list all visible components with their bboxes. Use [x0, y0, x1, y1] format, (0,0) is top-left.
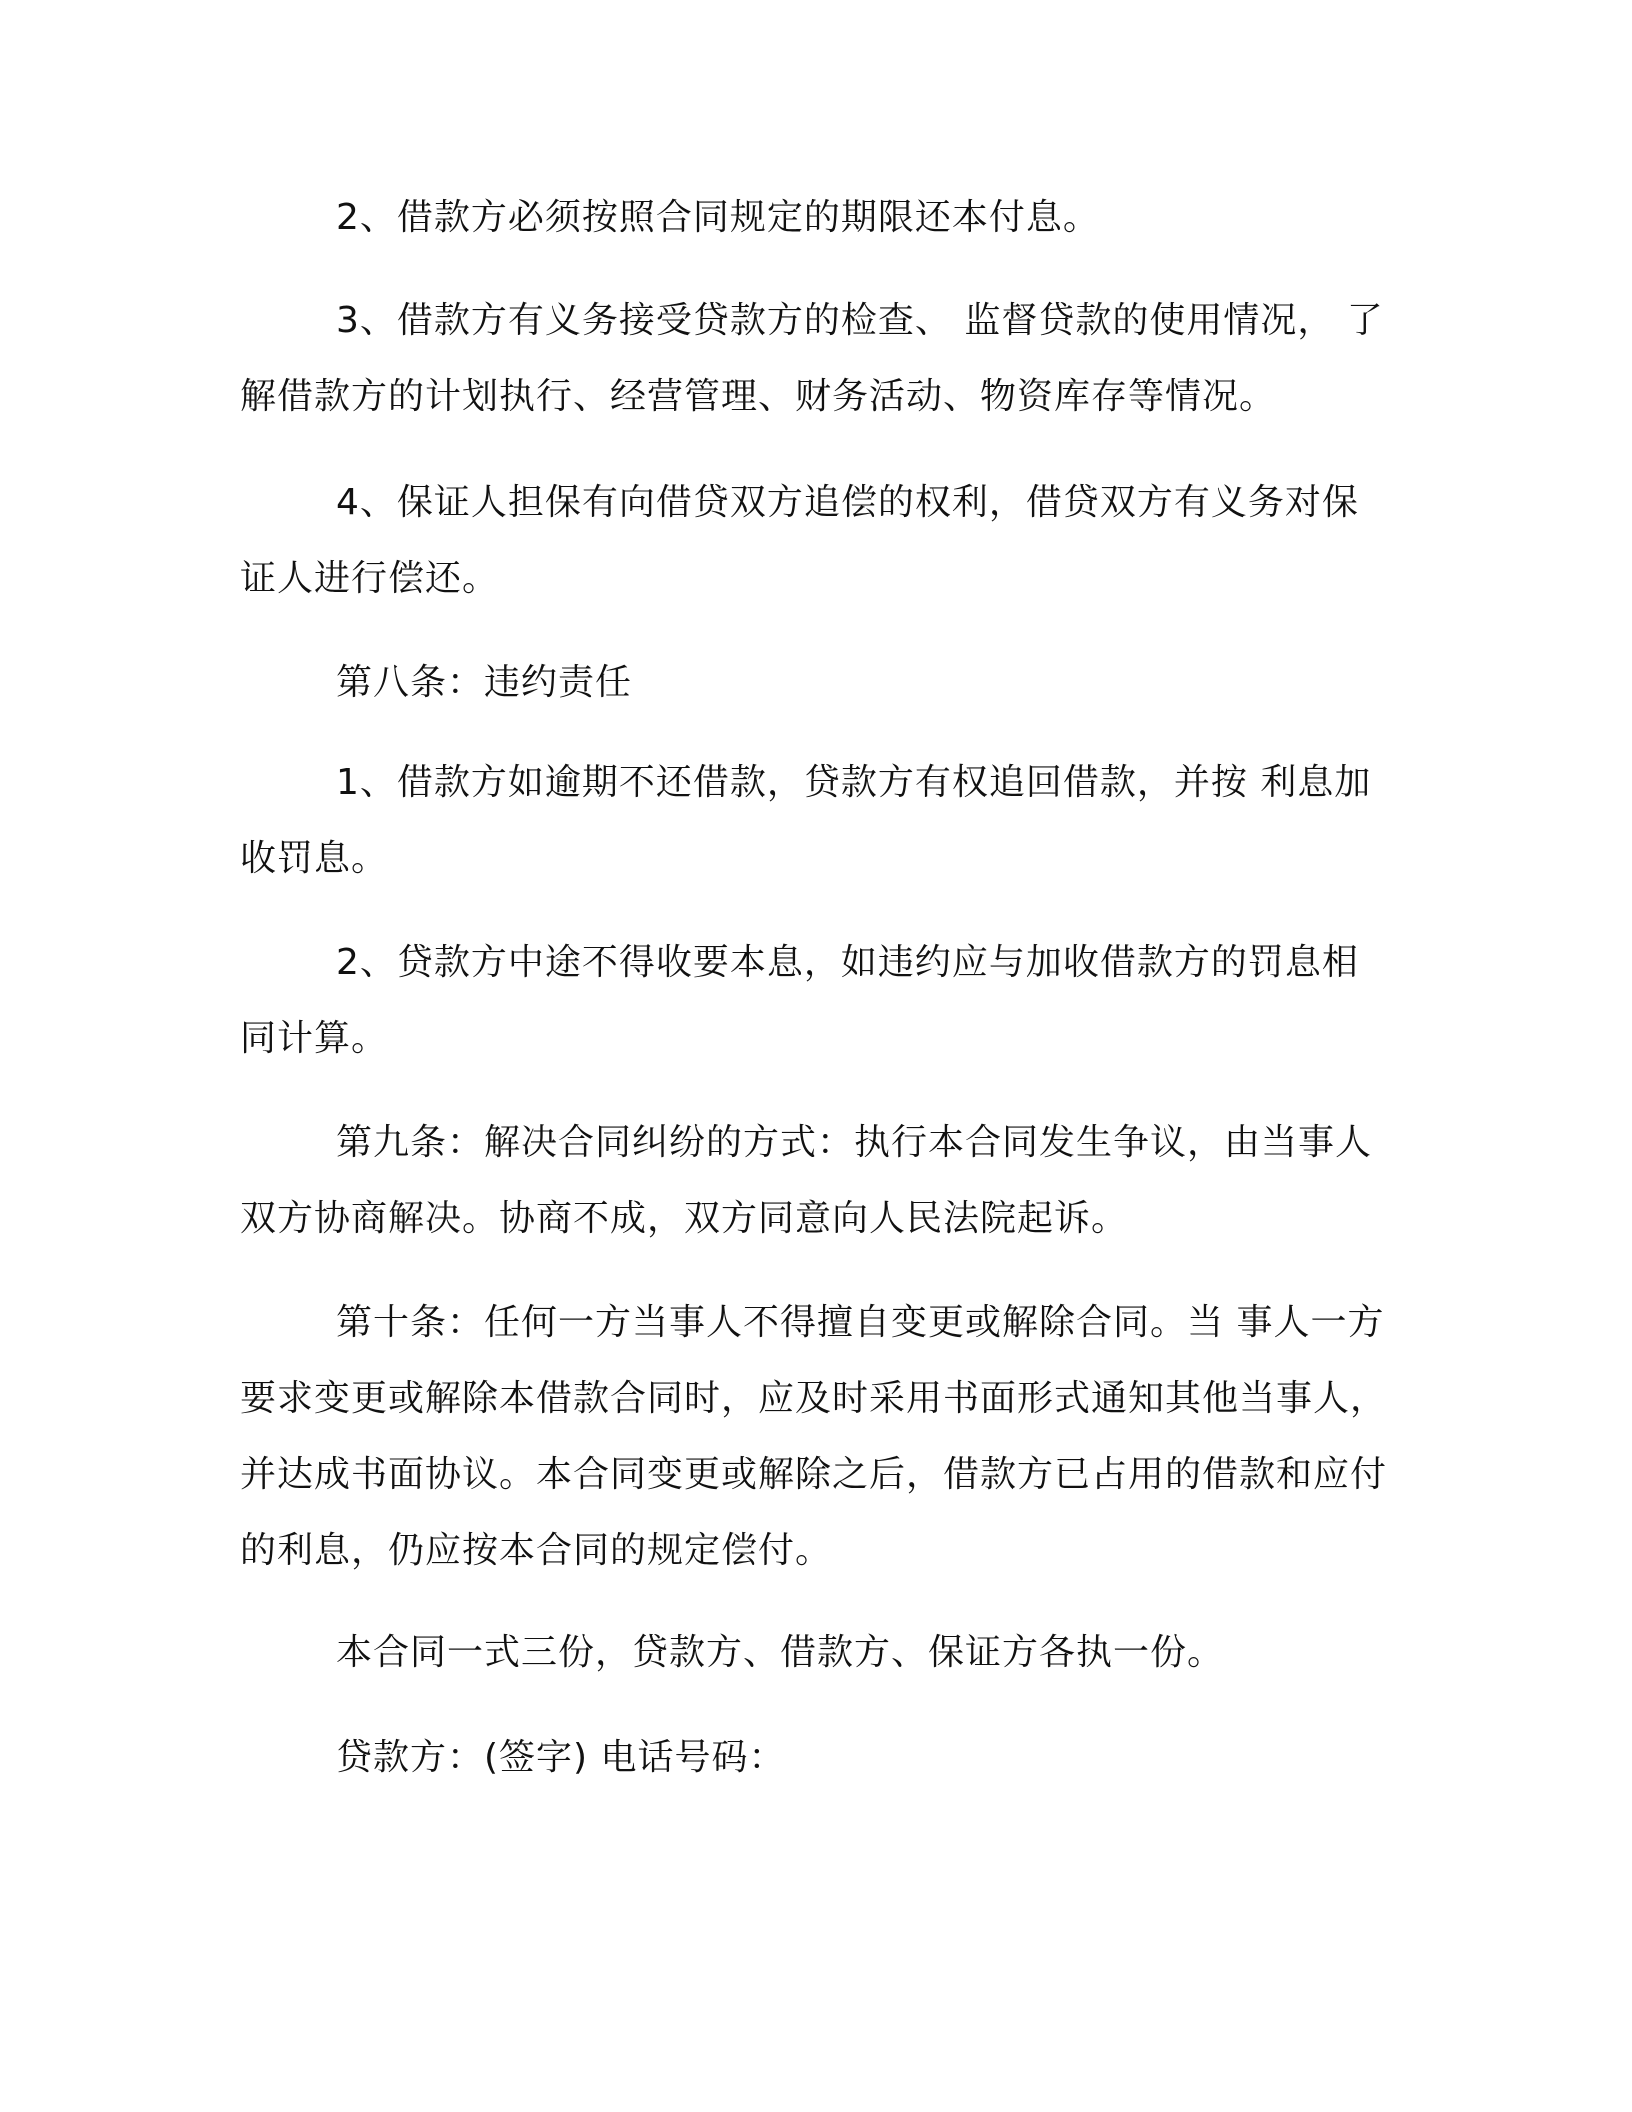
clause-7-item-4: 4、保证人担保有向借贷双方追偿的权利，借贷双方有义务对保证人进行偿还。 [240, 482, 1359, 599]
lender-signature-line: 贷款方：(签字) 电话号码： [336, 1737, 786, 1778]
copies-statement: 本合同一式三份，贷款方、借款方、保证方各执一份。 [336, 1632, 1225, 1673]
clause-7-item-3: 3、借款方有义务接受贷款方的检查、 监督贷款的使用情况， 了解借款方的计划执行、经营管理、财务活动、物资库存等情况。 [240, 300, 1384, 417]
clause-8-heading: 第八条：违约责任 [336, 662, 633, 703]
clause-10: 第十条：任何一方当事人不得擅自变更或解除合同。当 事人一方要求变更或解除本借款合同时，应及时采用书面形式通知其他当事人，并达成书面协议。本合同变更或解除之后，借款方已占用的借款和应付的利息，仍应按本合同的规定偿付。 [240, 1302, 1388, 1571]
clause-7-item-2: 2、借款方必须按照合同规定的期限还本付息。 [336, 197, 1100, 238]
clause-8-item-1: 1、借款方如逾期不还借款，贷款方有权追回借款，并按 利息加收罚息。 [240, 762, 1372, 879]
clause-9: 第九条：解决合同纠纷的方式：执行本合同发生争议，由当事人双方协商解决。协商不成，双方同意向人民法院起诉。 [240, 1122, 1373, 1239]
clause-8-item-2: 2、贷款方中途不得收要本息，如违约应与加收借款方的罚息相同计算。 [240, 942, 1359, 1059]
